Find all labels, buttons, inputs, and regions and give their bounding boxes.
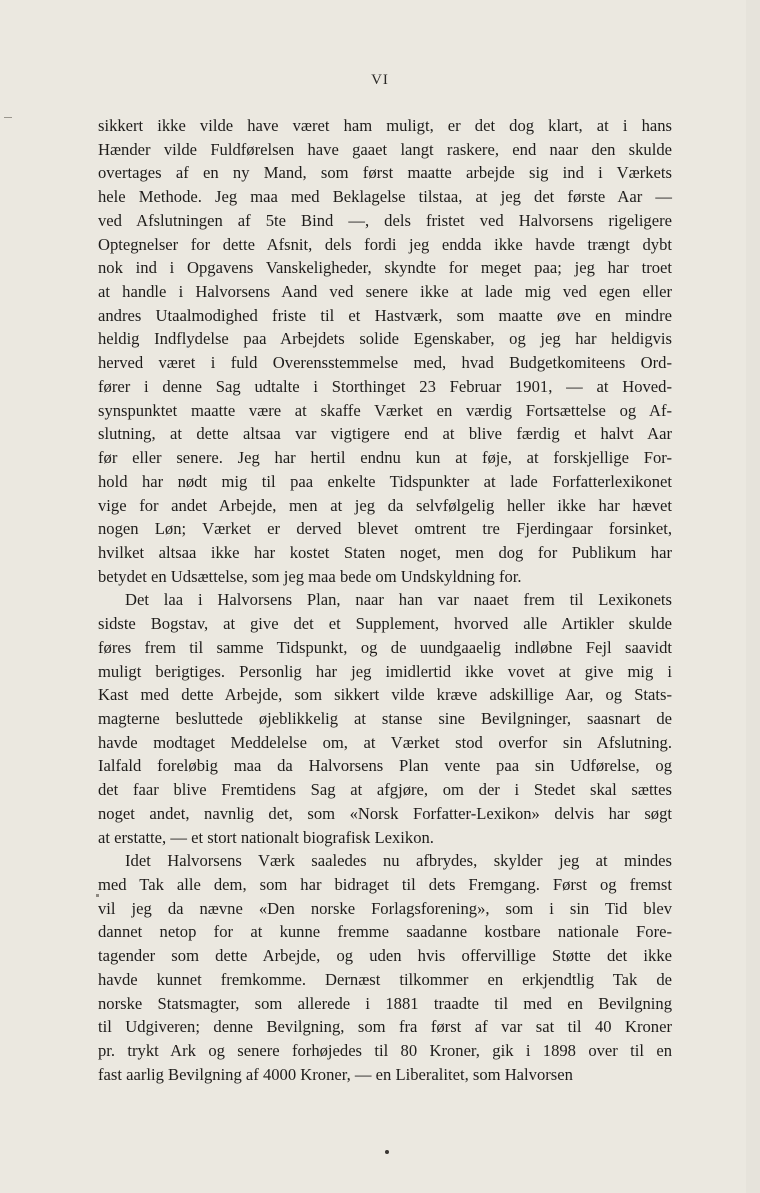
text-line: hele Methode. Jeg maa med Beklagelse tilstaa, at jeg det første Aar — [98, 187, 672, 207]
text-line: at handle i Halvorsens Aand ved senere ikke at lade mig ved egen eller [98, 282, 672, 302]
text-line: vige for andet Arbejde, men at jeg da selvfølgelig heller ikke har hævet [98, 495, 672, 515]
text-line: fører i denne Sag udtalte i Storthinget 23 Februar 1901, — at Hoved- [98, 376, 672, 396]
text-line: overtages af en ny Mand, som først maatte arbejde sig ind i Værkets [98, 163, 672, 183]
text-line: vil jeg da nævne «Den norske Forlagsforening», som i sin Tid blev [98, 898, 672, 918]
text-line: at erstatte, — et stort nationalt biografisk Lexikon. [98, 827, 434, 847]
text-line: heldig Indflydelse paa Arbejdets solide Egenskaber, og jeg har heldigvis [98, 329, 672, 349]
paragraph [98, 588, 672, 849]
text-line: ved Afslutningen af 5te Bind —, dels fristet ved Halvorsens rigeligere [98, 210, 672, 230]
page-edge-shade [746, 0, 760, 1193]
text-line: havde kunnet fremkomme. Dernæst tilkommer en erkjendtlig Tak de [98, 969, 672, 989]
text-line: magterne besluttede øjeblikkelig at stanse sine Bevilgninger, saasnart de [98, 708, 672, 728]
text-line: føres frem til samme Tidspunkt, og de uundgaaelig indløbne Fejl saavidt [98, 637, 672, 657]
text-line: det faar blive Fremtidens Sag at afgjøre, om der i Stedet skal sættes [98, 780, 672, 800]
text-line: sidste Bogstav, at give det et Supplement, hvorved alle Artikler skulde [98, 614, 672, 634]
text-line: noget andet, navnlig det, som «Norsk Forfatter-Lexikon» delvis har søgt [98, 803, 672, 823]
text-line: Idet Halvorsens Værk saaledes nu afbrydes, skylder jeg at mindes [125, 851, 672, 871]
text-line: tagender som dette Arbejde, og uden hvis offervillige Støtte det ikke [98, 946, 672, 966]
text-line: nogen Løn; Værket er derved blevet omtrent tre Fjerdingaar forsinket, [98, 519, 672, 539]
text-line: herved været i fuld Overensstemmelse med, hvad Budgetkomiteens Ord- [98, 353, 672, 373]
text-line: med Tak alle dem, som har bidraget til dets Fremgang. Først og fremst [98, 875, 672, 894]
margin-tick [96, 894, 99, 897]
text-line: Hænder vilde Fuldførelsen have gaaet langt raskere, end naar den skulde [98, 139, 672, 159]
text-line: nok ind i Opgavens Vanskeligheder, skyndte for meget paa; jeg har troet [98, 258, 672, 278]
text-line: Ialfald foreløbig maa da Halvorsens Plan vente paa sin Udførelse, og [98, 756, 672, 776]
text-line: hold har nødt mig til paa enkelte Tidspunkter at lade Forfatterlexikonet [98, 471, 672, 491]
text-line: dannet netop for at kunne fremme saadanne kostbare nationale Fore- [98, 922, 672, 942]
footer-dot [385, 1150, 389, 1154]
text-line: hvilket altsaa ikke har kostet Staten noget, men dog for Publikum har [98, 542, 672, 562]
text-line: andres Utaalmodighed friste til et Hastværk, som maatte øve en mindre [98, 305, 672, 325]
text-line: før eller senere. Jeg har hertil endnu kun at føje, at forskjellige For- [98, 448, 672, 468]
text-line: slutning, at dette altsaa var vigtigere end at blive færdig et halvt Aar [98, 424, 672, 444]
text-line: pr. trykt Ark og senere forhøjedes til 80 Kroner, gik i 1898 over til en [98, 1041, 672, 1061]
paragraph [98, 114, 672, 588]
text-line: fast aarlig Bevilgning af 4000 Kroner, — en Liberalitet, som Halvorsen [98, 1064, 573, 1084]
text-line: muligt berigtiges. Personlig har jeg imidlertid ikke vovet at give mig i [98, 661, 672, 681]
paragraph [98, 849, 672, 1086]
text-line: Kast med dette Arbejde, som sikkert vilde kræve adskillige Aar, og Stats- [98, 685, 672, 705]
text-line: havde modtaget Meddelelse om, at Værket stod overfor sin Afslutning. [98, 732, 672, 752]
body-text [98, 114, 672, 1086]
page-number: VI [371, 72, 389, 88]
text-line: sikkert ikke vilde have været ham muligt, er det dog klart, at i hans [98, 116, 672, 135]
text-line: synspunktet maatte være at skaffe Værket en værdig Fortsættelse og Af- [98, 400, 672, 420]
text-line: til Udgiveren; denne Bevilgning, som fra først af var sat til 40 Kroner [98, 1017, 672, 1037]
margin-mark [4, 117, 12, 118]
text-line: betydet en Udsættelse, som jeg maa bede om Undskyldning for. [98, 566, 522, 586]
text-line: Det laa i Halvorsens Plan, naar han var naaet frem til Lexikonets [125, 590, 672, 610]
text-line: Optegnelser for dette Afsnit, dels fordi jeg endda ikke havde trængt dybt [98, 234, 672, 254]
text-line: norske Statsmagter, som allerede i 1881 traadte til med en Bevilgning [98, 993, 672, 1013]
